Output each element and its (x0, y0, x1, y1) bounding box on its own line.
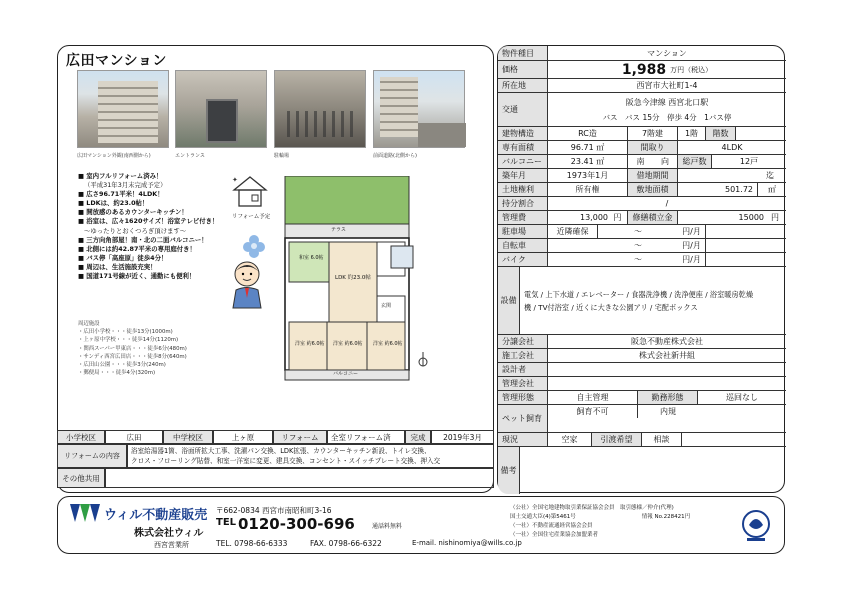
land-right-value: 所有権 (548, 183, 628, 196)
area-value: 96.71 ㎡ (548, 141, 628, 154)
photo-caption: 広田マンション外観(南西側から) (77, 153, 151, 159)
license-line: （公社）全国宅地建物取引業保証協会会員 取引態様／仲介(代理) (510, 505, 674, 511)
completion-value: 2019年3月 (431, 430, 494, 444)
type-label: 物件種目 (498, 46, 548, 60)
equipment-value (520, 266, 786, 334)
license-line: （一社）全国住宅産業協会加盟業者 (510, 532, 599, 538)
reform-value: 全室リフォーム済 (327, 430, 405, 444)
designer-label: 設計者 (498, 362, 548, 376)
site-area-value: 501.72 (678, 183, 758, 196)
seller-value: 阪急不動産株式会社 (548, 334, 786, 348)
bike-fee: 円/月 (678, 239, 706, 252)
photo-entrance[interactable] (175, 70, 267, 148)
address-label: 所在地 (498, 78, 548, 92)
company-brand: ウィル不動産販売 (104, 508, 208, 523)
reform-content (127, 444, 494, 468)
status-label: 現況 (498, 432, 548, 446)
yoshitsu-label: 洋室 約6.0帖 (333, 341, 363, 347)
property-title: 広田マンション (66, 53, 167, 69)
mgmt-form-value: 自主管理 (548, 391, 638, 404)
tel-number[interactable]: 0120-300-696 (238, 515, 355, 533)
branch-name: 西宮営業所 (154, 541, 189, 549)
elementary-value: 広田 (105, 430, 163, 444)
handover-label: 引渡希望 (592, 433, 642, 446)
license-line: 国土交通大臣(4)第5461号 情報 No.228421円 (510, 514, 691, 520)
status-value: 空家 (548, 433, 592, 446)
feature-item: （平成31年3月末完成予定） (84, 181, 167, 190)
layout-label: 間取り (628, 141, 678, 154)
nearby-item: ・サンディ西宮広田店・・・徒歩8分(640m) (78, 353, 187, 360)
genkan-label: 玄関 (381, 303, 392, 309)
equipment-label: 設備 (498, 266, 520, 334)
site-area-unit: ㎡ (768, 185, 776, 194)
units-label: 総戸数 (678, 155, 712, 168)
repair-unit: 円 (771, 213, 779, 222)
structure-label: 建物構造 (498, 126, 548, 140)
tel2[interactable]: TEL. 0798-66-6333 (216, 539, 288, 548)
builder-value: 株式会社新井組 (548, 348, 786, 362)
address-value: 西宮市大社町1-4 (548, 78, 786, 92)
share-value: / (548, 196, 786, 210)
reform-content-label: リフォームの内容 (57, 444, 127, 468)
floor-value: 1階 (678, 127, 706, 140)
transport-line: バス バス 15分 停歩 4分 1バス停 (602, 112, 732, 122)
terrace-label: テラス (331, 227, 346, 233)
feature-item: ■ バス停「高座原」徒歩4分！ (78, 253, 168, 262)
other-value (105, 468, 494, 488)
company-logo-icon (70, 504, 100, 526)
reform-content-line: 浴室給湯器1箇、浴面所拡大工事、洗濯パン交換、LDK拡張、カウンターキッチン新設、トイレ交換、 (131, 447, 431, 455)
area-label: 専有面積 (498, 140, 548, 154)
nearby-item: ・広田山公園・・・徒歩3分(240m) (78, 362, 166, 369)
photo-exterior[interactable] (77, 70, 169, 148)
moto-tilde: ～ (634, 255, 642, 264)
association-seal-icon (741, 509, 771, 547)
seller-label: 分譲会社 (498, 334, 548, 348)
reform-content-line: クロス・フローリング貼替、和室一洋室に変更、建具交換、コンセント・スイッチプレート交換、押入交 (131, 457, 441, 465)
feature-item: ■ 周辺は、生活施設充実！ (78, 262, 157, 271)
fax: FAX. 0798-66-6322 (310, 539, 382, 548)
ldk-label: LDK 約23.0帖 (335, 275, 371, 281)
transport-label: 交通 (498, 92, 548, 126)
structure-value: RC造 (548, 127, 628, 140)
equipment-line: 機 / TV付浴室 / 近くに大きな公園アリ / 宅配ボックス (524, 302, 698, 312)
photo-caption: 駐輪場 (274, 153, 290, 159)
property-details-panel (497, 45, 785, 493)
property-overview-panel (57, 45, 494, 493)
nearby-item: ・郵便局・・・徒歩4分(320m) (78, 370, 156, 377)
nearby-item: ・関西スーパー甲東店・・・徒歩6分(480m) (78, 345, 187, 352)
handover-value: 相談 (642, 433, 682, 446)
other-label: その他共用 (57, 468, 105, 488)
yoshitsu-label: 洋室 約6.0帖 (295, 341, 325, 347)
price-row (548, 60, 786, 78)
moto-label: バイク (498, 252, 548, 266)
facing-suffix: 向 (653, 155, 678, 168)
direction-label: 階数 (706, 127, 736, 140)
tel-note: 通話料無料 (372, 523, 403, 530)
yoshitsu-label: 洋室 約6.0帖 (373, 341, 403, 347)
reform-planned-label: リフォーム予定 (232, 214, 271, 220)
mgmt-form-label: 管理形態 (498, 390, 548, 404)
completion-label: 完成 (405, 430, 431, 444)
parking-tilde: ～ (634, 227, 642, 236)
built-label: 築年月 (498, 168, 548, 182)
balcony-label: バルコニー (333, 371, 359, 377)
company-name: 株式会社ウィル (134, 528, 204, 539)
land-period-value: 迄 (766, 171, 774, 180)
floor-plan[interactable] (283, 176, 433, 382)
parking-status: 近隣確保 (548, 225, 598, 238)
junior-value: 上ヶ原 (213, 430, 273, 444)
bike-tilde: ～ (634, 241, 642, 250)
builder-label: 施工会社 (498, 348, 548, 362)
company-footer (57, 496, 785, 554)
land-period-label: 借地期間 (628, 169, 678, 182)
feature-item: ■ 浴室は、広々1620サイズ！浴室テレビ付き！ (78, 217, 219, 226)
flower-icon (242, 234, 266, 262)
balcony-value: 23.41 ㎡ (548, 155, 628, 168)
price-unit: 万円（税込） (670, 65, 713, 74)
mascot-icon (228, 260, 266, 314)
type-value: マンション (647, 48, 687, 58)
house-icon (230, 174, 270, 210)
email[interactable]: E-mail. nishinomiya@wills.co.jp (412, 539, 522, 547)
balcony-label: バルコニー (498, 154, 548, 168)
built-value: 1973年1月 (548, 169, 628, 182)
equipment-line: 電気 / 上下水道 / エレベーター / 食器洗浄機 / 洗浄便座 / 浴室暖房乾燥 (524, 289, 754, 299)
transport-line: 阪急今津線 西宮北口駅 (625, 97, 709, 107)
reform-label: リフォーム (273, 430, 327, 444)
mgmt-fee-value: 13,000 (580, 213, 608, 222)
feature-item: ■ 広さ96.71平米！4LDK！ (78, 190, 164, 199)
junior-label: 中学校区 (163, 430, 213, 444)
land-right-label: 土地権利 (498, 182, 548, 196)
nearby-title: 周辺施設 (78, 321, 100, 327)
layout-value: 4LDK (721, 143, 743, 152)
duty-value: 巡回なし (726, 393, 758, 402)
feature-item: ■ 国道171号線が近く、通勤にも便利！ (78, 272, 196, 281)
transport-value (548, 92, 786, 126)
pet-label: ペット飼育 (498, 404, 548, 432)
site-area-label: 敷地面積 (628, 183, 678, 196)
parking-label: 駐車場 (498, 224, 548, 238)
svg-text:✦: ✦ (232, 176, 238, 184)
parking-fee: 円/月 (678, 225, 706, 238)
feature-item: ■ 三方向角部屋！南・北の二面バルコニー！ (78, 235, 208, 244)
mgmt-fee-label: 管理費 (498, 210, 548, 224)
photo-road[interactable] (373, 70, 465, 148)
license-line: （一社）不動産流通経営協会会員 (510, 523, 593, 529)
remarks-value (520, 446, 786, 494)
facing-value: 南 (636, 157, 645, 166)
feature-item: ～ゆったりとおくつろぎ頂けます～ (84, 226, 187, 235)
units-value: 12戸 (739, 157, 759, 166)
floors-value: 7階建 (628, 127, 678, 140)
washitsu-label: 和室 6.0帖 (299, 255, 324, 261)
tel-label: TEL (216, 517, 237, 528)
photo-caption: エントランス (175, 153, 205, 159)
pet-value: 飼育不可 (548, 405, 638, 418)
manager-value (548, 376, 786, 390)
company-address: 〒662-0834 西宮市南昭和町3-16 (216, 506, 332, 515)
share-label: 持分割合 (498, 196, 548, 210)
photo-bicycle-parking[interactable] (274, 70, 366, 148)
feature-item: ■ 開放感のあるカウンターキッチン！ (78, 208, 188, 217)
manager-label: 管理会社 (498, 376, 548, 390)
photo-caption: 前面道路(北側から) (373, 153, 417, 159)
repair-label: 修繕積立金 (628, 211, 678, 224)
feature-item: ■ LDKは、約23.0帖！ (78, 199, 149, 208)
remarks-label: 備考 (498, 446, 520, 494)
nearby-item: ・上ヶ原中学校・・・徒歩14分(1120m) (78, 337, 179, 344)
repair-value: 15000 (738, 213, 764, 222)
duty-label: 勤務形態 (638, 391, 698, 404)
elementary-label: 小学校区 (57, 430, 105, 444)
feature-item: ■ 北側には約42.87平米の専用庭付き！ (78, 244, 196, 253)
nearby-facilities (78, 320, 228, 377)
nearby-item: ・広田小学校・・・徒歩13分(1000m) (78, 329, 173, 336)
feature-item: ■ 室内フルリフォーム済み！ (78, 172, 163, 180)
moto-fee: 円/月 (678, 253, 706, 266)
price-label: 価格 (498, 60, 548, 78)
pet-note: 内規 (660, 407, 676, 416)
price-value: 1,988 (621, 61, 667, 78)
designer-value (548, 362, 786, 376)
mgmt-fee-unit: 円 (608, 211, 628, 224)
bike-label: 自転車 (498, 238, 548, 252)
